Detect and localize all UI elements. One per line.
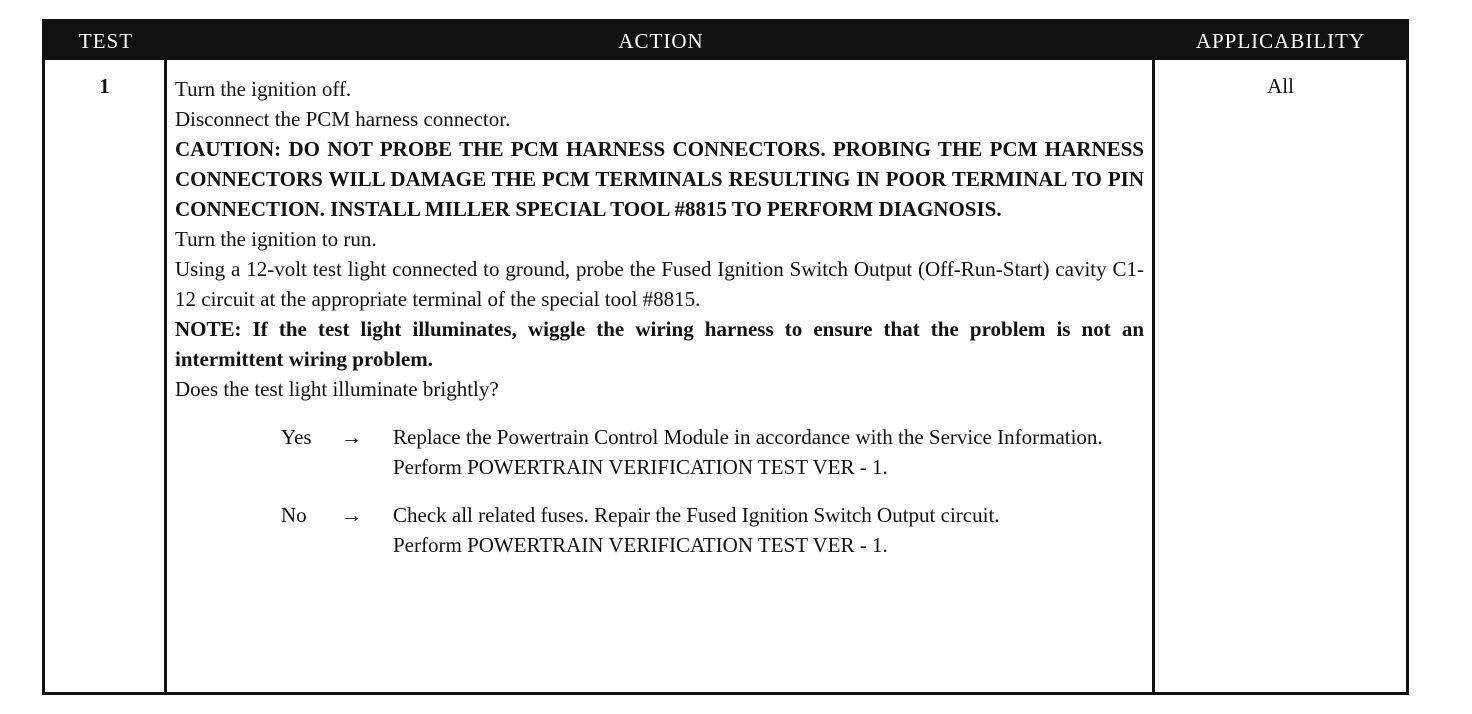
header-applicability: APPLICABILITY <box>1195 28 1366 53</box>
answer-yes-line1: Replace the Powertrain Control Module in accordance with the Service Information. <box>393 425 1103 449</box>
question-text: Does the test light illuminate brightly? <box>175 377 499 401</box>
step-ignition-off: Turn the ignition off. <box>175 77 352 101</box>
answer-no <box>175 500 1144 560</box>
step-test-light: Using a 12-volt test light connected to ground, probe the Fused Ignition Switch Output (Off-Run-Start) cavity C1-12 circuit at the appropriate terminal of the special tool #8815. <box>175 257 1144 311</box>
answer-yes-label: Yes <box>281 425 312 449</box>
answer-no-label: No <box>281 503 307 527</box>
step-disconnect-connector: Disconnect the PCM harness connector. <box>175 107 511 131</box>
caution-text: CAUTION: DO NOT PROBE THE PCM HARNESS CONNECTORS. PROBING THE PCM HARNESS CONNECTORS WILL DAMAGE THE PCM TERMINALS RESULTING IN POOR TERMINAL TO PIN CONNECTION. INSTALL MILLER SPECIAL TOOL #8815 TO PERFORM DIAGNOSIS. <box>175 137 1144 221</box>
step-ignition-run: Turn the ignition to run. <box>175 227 377 251</box>
header-test: TEST <box>78 28 134 53</box>
table-row <box>45 60 1406 692</box>
answer-yes-text <box>393 422 1144 482</box>
answers <box>175 422 1144 560</box>
answer-no-text <box>393 500 1144 560</box>
test-number: 1 <box>45 60 167 692</box>
header-action: ACTION <box>618 28 704 53</box>
note-text: NOTE: If the test light illuminates, wiggle the wiring harness to ensure that the problem is not an intermittent wiring problem. <box>175 317 1144 371</box>
arrow-right-icon: → <box>341 503 362 527</box>
table-header <box>45 22 1406 60</box>
arrow-right-icon: → <box>341 425 362 449</box>
answer-no-line1: Check all related fuses. Repair the Fused Ignition Switch Output circuit. <box>393 503 1000 527</box>
answer-yes <box>175 422 1144 482</box>
diagnostic-table <box>42 19 1409 695</box>
action-cell <box>167 60 1155 692</box>
answer-no-line2: Perform POWERTRAIN VERIFICATION TEST VER - 1. <box>393 533 888 557</box>
answer-yes-line2: Perform POWERTRAIN VERIFICATION TEST VER - 1. <box>393 455 888 479</box>
applicability-value: All <box>1267 74 1294 98</box>
